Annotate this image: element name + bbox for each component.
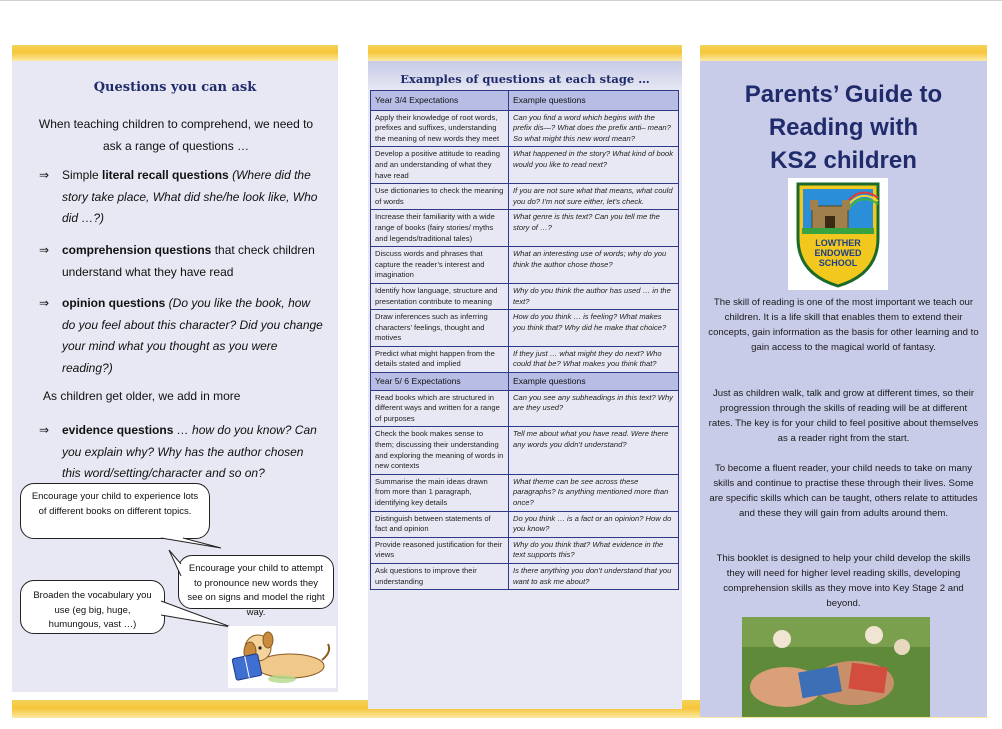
left-panel bbox=[12, 61, 338, 692]
table-row bbox=[371, 390, 679, 427]
tip-text: Encourage your child to attempt to pronounce new words they see on signs and model the right way. bbox=[187, 563, 325, 618]
example-questions-header: Example questions bbox=[509, 373, 679, 391]
expectation-cell: Predict what might happen from the details stated and implied bbox=[371, 346, 509, 372]
school-logo bbox=[788, 178, 888, 290]
tip-bubble-books bbox=[20, 483, 210, 539]
table-row bbox=[371, 537, 679, 563]
table-section-header bbox=[371, 91, 679, 111]
school-name-line: LOWTHER bbox=[815, 238, 861, 248]
table-row bbox=[371, 511, 679, 537]
intro-paragraph-4: This booklet is designed to help your child develop the skills they will need for higher level reading skills, developing comprehension skills as they move into Key Stage 2 and beyond. bbox=[716, 553, 971, 609]
middle-panel bbox=[368, 61, 682, 709]
expectation-cell: Discuss words and phrases that capture the reader’s interest and imagination bbox=[371, 247, 509, 284]
bullet-italic: … how do you know? Can you explain why? Why has the author chosen this word/setting/character and so on? bbox=[62, 423, 317, 480]
intro-paragraph-1: The skill of reading is one of the most important we teach our children. It is a life skill that enables them to extend their concepts, gain information as the basis for other learning and to gain access to the magical world of fantasy. bbox=[708, 297, 979, 353]
guide-title-line: KS2 children bbox=[770, 147, 917, 174]
guide-title bbox=[700, 78, 987, 177]
table-row bbox=[371, 283, 679, 309]
expectation-cell: Ask questions to improve their understanding bbox=[371, 563, 509, 589]
example-question-cell: Why do you think that? What evidence in the text supports this? bbox=[509, 537, 679, 563]
example-question-cell: Tell me about what you have read. Were there any words you didn’t understand? bbox=[509, 427, 679, 474]
children-reading-photo bbox=[742, 617, 930, 717]
expectation-cell: Apply their knowledge of root words, prefixes and suffixes, understanding the meaning of new words they meet bbox=[371, 110, 509, 147]
table-row bbox=[371, 474, 679, 511]
guide-title-line: Reading with bbox=[768, 114, 919, 141]
example-question-cell: How do you think … is feeling? What makes you think that? Why did he make that choice? bbox=[509, 310, 679, 347]
arrow-icon: ⇒ bbox=[39, 243, 50, 257]
bullet-bold: comprehension questions bbox=[62, 243, 212, 257]
school-name-line: ENDOWED bbox=[814, 248, 862, 258]
example-question-cell: What theme can be see across these paragraphs? Is anything mentioned more than once? bbox=[509, 474, 679, 511]
expectations-header: Year 5/ 6 Expectations bbox=[371, 373, 509, 391]
tip-text: Encourage your child to experience lots of different books on different topics. bbox=[31, 491, 199, 517]
question-type-comprehension bbox=[39, 240, 324, 283]
bullet-italic: (Where did the story take place, What did she/he look like, Who did …?) bbox=[62, 168, 318, 225]
bullet-bold: evidence questions bbox=[62, 423, 174, 437]
example-question-cell: Can you see any subheadings in this text? Why are they used? bbox=[509, 390, 679, 427]
school-name-line: SCHOOL bbox=[818, 258, 858, 268]
question-type-literal bbox=[39, 165, 324, 230]
right-panel bbox=[700, 61, 987, 717]
bubble-tail bbox=[169, 564, 170, 565]
table-row bbox=[371, 346, 679, 372]
example-question-cell: Is there anything you don’t understand that you want to ask me about? bbox=[509, 563, 679, 589]
intro-paragraph-3: To become a fluent reader, your child needs to take on many skills and continue to practise these through their lives. Some are specific skills which can be taught, others relate to attitudes and these they will gain from adults around them. bbox=[709, 463, 978, 519]
tip-text: Broaden the vocabulary you use (eg big, huge, humungous, vast …) bbox=[33, 590, 152, 630]
expectation-cell: Distinguish between statements of fact and opinion bbox=[371, 511, 509, 537]
expectation-cell: Increase their familiarity with a wide range of books (fairy stories/ myths and legends/traditional tales) bbox=[371, 210, 509, 247]
table-row bbox=[371, 110, 679, 147]
expectation-cell: Provide reasoned justification for their views bbox=[371, 537, 509, 563]
bubble-tail bbox=[161, 607, 162, 608]
questions-table bbox=[370, 90, 679, 590]
example-question-cell: Can you find a word which begins with the prefix dis—? What does the prefix anti– mean? So what might this new word mean? bbox=[509, 110, 679, 147]
bullet-suffix: that check children understand what they have read bbox=[62, 243, 315, 279]
table-row bbox=[371, 184, 679, 210]
table-row bbox=[371, 147, 679, 184]
expectation-cell: Develop a positive attitude to reading and an understanding of what they have read bbox=[371, 147, 509, 184]
table-section-header bbox=[371, 373, 679, 391]
table-row bbox=[371, 247, 679, 284]
arrow-icon: ⇒ bbox=[39, 168, 50, 182]
example-question-cell: Do you think … is a fact or an opinion? How do you know? bbox=[509, 511, 679, 537]
expectations-header: Year 3/4 Expectations bbox=[371, 91, 509, 111]
expectation-cell: Identify how language, structure and presentation contribute to meaning bbox=[371, 283, 509, 309]
table-row bbox=[371, 210, 679, 247]
gold-bar-left bbox=[12, 45, 338, 61]
tip-bubble-pronounce bbox=[178, 555, 334, 618]
bullet-bold: literal recall questions bbox=[102, 168, 229, 182]
table-row bbox=[371, 427, 679, 474]
expectation-cell: Use dictionaries to check the meaning of words bbox=[371, 184, 509, 210]
question-type-evidence bbox=[39, 420, 324, 485]
guide-title-line: Parents’ Guide to bbox=[744, 81, 943, 108]
expectation-cell: Draw inferences such as inferring characters’ feelings, thought and motives bbox=[371, 310, 509, 347]
expectation-cell: Read books which are structured in different ways and written for a range of purposes bbox=[371, 390, 509, 427]
example-question-cell: Why do you think the author has used … in the text? bbox=[509, 283, 679, 309]
intro-paragraph-2: Just as children walk, talk and grow at different times, so their progression through the skills of reading will be at different rates. The key is for your child to feel positive about themselves as a reader right from the start. bbox=[708, 388, 979, 444]
expectation-cell: Summarise the main ideas drawn from more than 1 paragraph, identifying key details bbox=[371, 474, 509, 511]
gold-bar-middle bbox=[368, 45, 682, 61]
bullet-prefix: Simple bbox=[62, 168, 103, 182]
school-crest-icon bbox=[788, 178, 888, 290]
left-panel-intro: When teaching children to comprehend, we need to ask a range of questions … bbox=[38, 117, 314, 153]
question-type-opinion bbox=[39, 293, 324, 379]
gold-bar-right bbox=[700, 45, 987, 61]
example-question-cell: If they just … what might they do next? Who could that be? What makes you think that? bbox=[509, 346, 679, 372]
arrow-icon: ⇒ bbox=[39, 423, 50, 437]
example-question-cell: If you are not sure what that means, what could you do? I’m not sure either, let’s check. bbox=[509, 184, 679, 210]
arrow-icon: ⇒ bbox=[39, 296, 50, 310]
page-top-border bbox=[0, 0, 1002, 1]
example-questions-header: Example questions bbox=[509, 91, 679, 111]
bullet-italic: (Do you like the book, how do you feel about this character? Did you change your mind what you thought as you were reading?) bbox=[62, 296, 323, 375]
older-children-text: As children get older, we add in more bbox=[43, 389, 241, 403]
bullet-bold: opinion questions bbox=[62, 296, 166, 310]
tip-bubble-vocabulary bbox=[20, 580, 165, 634]
reading-dog-illustration bbox=[228, 626, 336, 688]
example-question-cell: What happened in the story? What kind of book would you like to read next? bbox=[509, 147, 679, 184]
example-question-cell: What an interesting use of words; why do you think the author chose those? bbox=[509, 247, 679, 284]
table-row bbox=[371, 310, 679, 347]
expectation-cell: Check the book makes sense to them; discussing their understanding and exploring the meaning of words in new contexts bbox=[371, 427, 509, 474]
middle-panel-title: Examples of questions at each stage … bbox=[400, 72, 650, 86]
left-panel-title: Questions you can ask bbox=[93, 80, 257, 95]
table-row bbox=[371, 563, 679, 589]
bubble-tail bbox=[161, 538, 162, 539]
example-question-cell: What genre is this text? Can you tell me the story of …? bbox=[509, 210, 679, 247]
